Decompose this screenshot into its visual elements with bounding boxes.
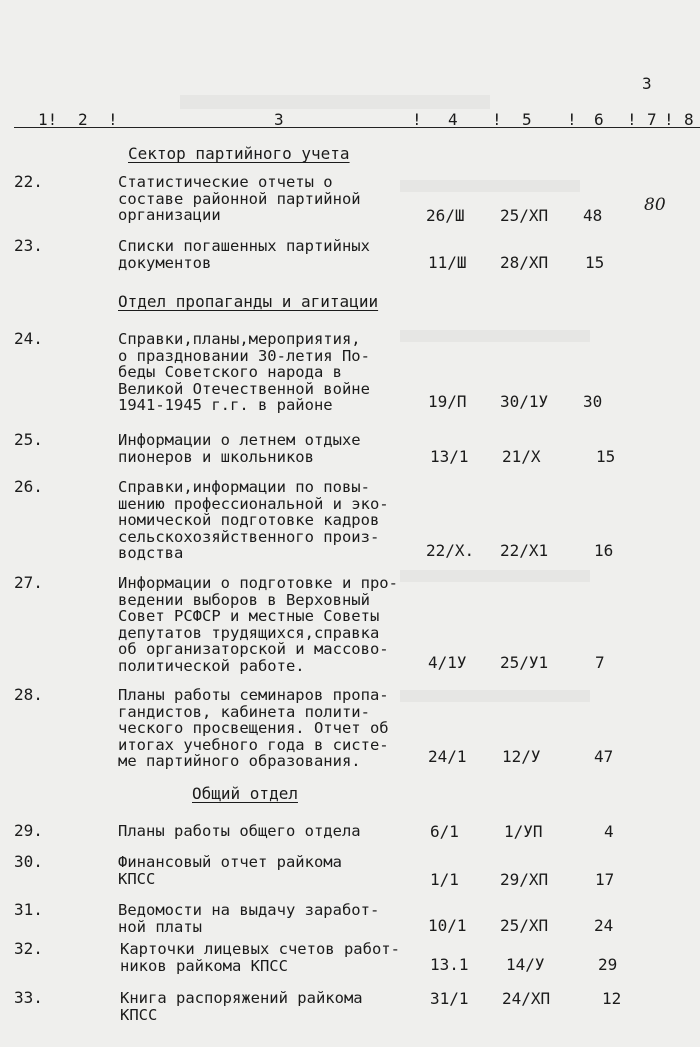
row-end-date: 21/Х [502, 447, 541, 466]
column-header: ! [108, 110, 118, 129]
row-description: Книга распоряжений райкома КПСС [120, 989, 363, 1024]
row-description: Справки,информации по повы- шению профессиональной и эко- номической подготовке кадров сельскохозяйственного произ- водства [118, 478, 389, 562]
page-number: 3 [642, 74, 652, 93]
row-sheet-count: 15 [596, 447, 616, 466]
column-header: ! [492, 110, 502, 129]
row-description: Карточки лицевых счетов работ- ников райкома КПСС [120, 940, 400, 975]
row-end-date: 12/У [502, 747, 541, 766]
row-number: 27. [14, 573, 43, 592]
row-description: Финансовый отчет райкома КПСС [118, 853, 342, 888]
row-number: 29. [14, 821, 43, 840]
row-end-date: 30/1У [500, 392, 549, 411]
row-number: 23. [14, 236, 43, 255]
row-sheet-count: 47 [594, 747, 614, 766]
row-sheet-count: 7 [595, 653, 605, 672]
row-description: Статистические отчеты о составе районной партийной организации [118, 173, 361, 224]
row-number: 22. [14, 172, 43, 191]
row-sheet-count: 29 [598, 955, 618, 974]
row-sheet-count: 17 [595, 870, 615, 889]
row-start-date: 24/1 [428, 747, 467, 766]
row-sheet-count: 24 [594, 916, 614, 935]
column-header: ! [627, 110, 637, 129]
row-end-date: 29/ХП [500, 870, 549, 889]
row-end-date: 24/ХП [502, 989, 551, 1008]
row-sheet-count: 16 [594, 541, 614, 560]
column-header: 6 [594, 110, 604, 129]
row-start-date: 13/1 [430, 447, 469, 466]
row-sheet-count: 30 [583, 392, 603, 411]
column-header: 2 [78, 110, 88, 129]
row-description: Ведомости на выдачу заработ- ной платы [118, 901, 380, 936]
row-sheet-count: 12 [602, 989, 622, 1008]
section-title: Общий отдел [192, 784, 298, 803]
column-header: 1! [38, 110, 58, 129]
row-sheet-count: 4 [604, 822, 614, 841]
column-header: 4 [448, 110, 458, 129]
row-start-date: 22/Х. [426, 541, 475, 560]
row-number: 28. [14, 685, 43, 704]
row-end-date: 1/УП [504, 822, 543, 841]
row-end-date: 14/У [506, 955, 545, 974]
row-sheet-count: 15 [585, 253, 605, 272]
row-description: Планы работы семинаров пропа- гандистов, кабинета полити- ческого просвещения. Отчет об итогах учебного года в систе- ме партийного образования. [118, 686, 389, 770]
row-start-date: 11/Ш [428, 253, 467, 272]
row-number: 24. [14, 329, 43, 348]
row-number: 30. [14, 852, 43, 871]
row-end-date: 25/У1 [500, 653, 549, 672]
row-number: 26. [14, 477, 43, 496]
column-header: 3 [274, 110, 284, 129]
column-header: ! [567, 110, 577, 129]
section-title: Сектор партийного учета [128, 144, 350, 163]
row-number: 31. [14, 900, 43, 919]
row-start-date: 4/1У [428, 653, 467, 672]
row-number: 33. [14, 988, 43, 1007]
row-description: Планы работы общего отдела [118, 822, 361, 840]
row-description: Информации о летнем отдыхе пионеров и школьников [118, 431, 361, 466]
column-header: 8 [684, 110, 694, 129]
header-divider [14, 127, 700, 128]
column-header: ! [664, 110, 674, 129]
handwritten-annotation: 80 [644, 195, 666, 215]
column-header: 5 [522, 110, 532, 129]
row-end-date: 28/ХП [500, 253, 549, 272]
column-header: ! [412, 110, 422, 129]
row-start-date: 26/Ш [426, 206, 465, 225]
row-start-date: 10/1 [428, 916, 467, 935]
row-end-date: 25/ХП [500, 206, 549, 225]
row-start-date: 1/1 [430, 870, 459, 889]
row-description: Справки,планы,мероприятия, о праздновании 30-летия По- беды Советского народа в Великой Отечественной войне 1941-1945 г.г. в районе [118, 330, 370, 414]
row-description: Информации о подготовке и про- ведении выборов в Верховный Совет РСФСР и местные Советы депутатов трудящихся,справка об организаторской и массово- политической работе. [118, 574, 398, 675]
section-title: Отдел пропаганды и агитации [118, 292, 379, 311]
row-start-date: 31/1 [430, 989, 469, 1008]
row-number: 25. [14, 430, 43, 449]
row-description: Списки погашенных партийных документов [118, 237, 370, 272]
row-number: 32. [14, 939, 43, 958]
row-sheet-count: 48 [583, 206, 603, 225]
row-end-date: 22/Х1 [500, 541, 549, 560]
row-start-date: 13.1 [430, 955, 469, 974]
column-header: 7 [647, 110, 657, 129]
row-start-date: 6/1 [430, 822, 459, 841]
row-start-date: 19/П [428, 392, 467, 411]
row-end-date: 25/ХП [500, 916, 549, 935]
